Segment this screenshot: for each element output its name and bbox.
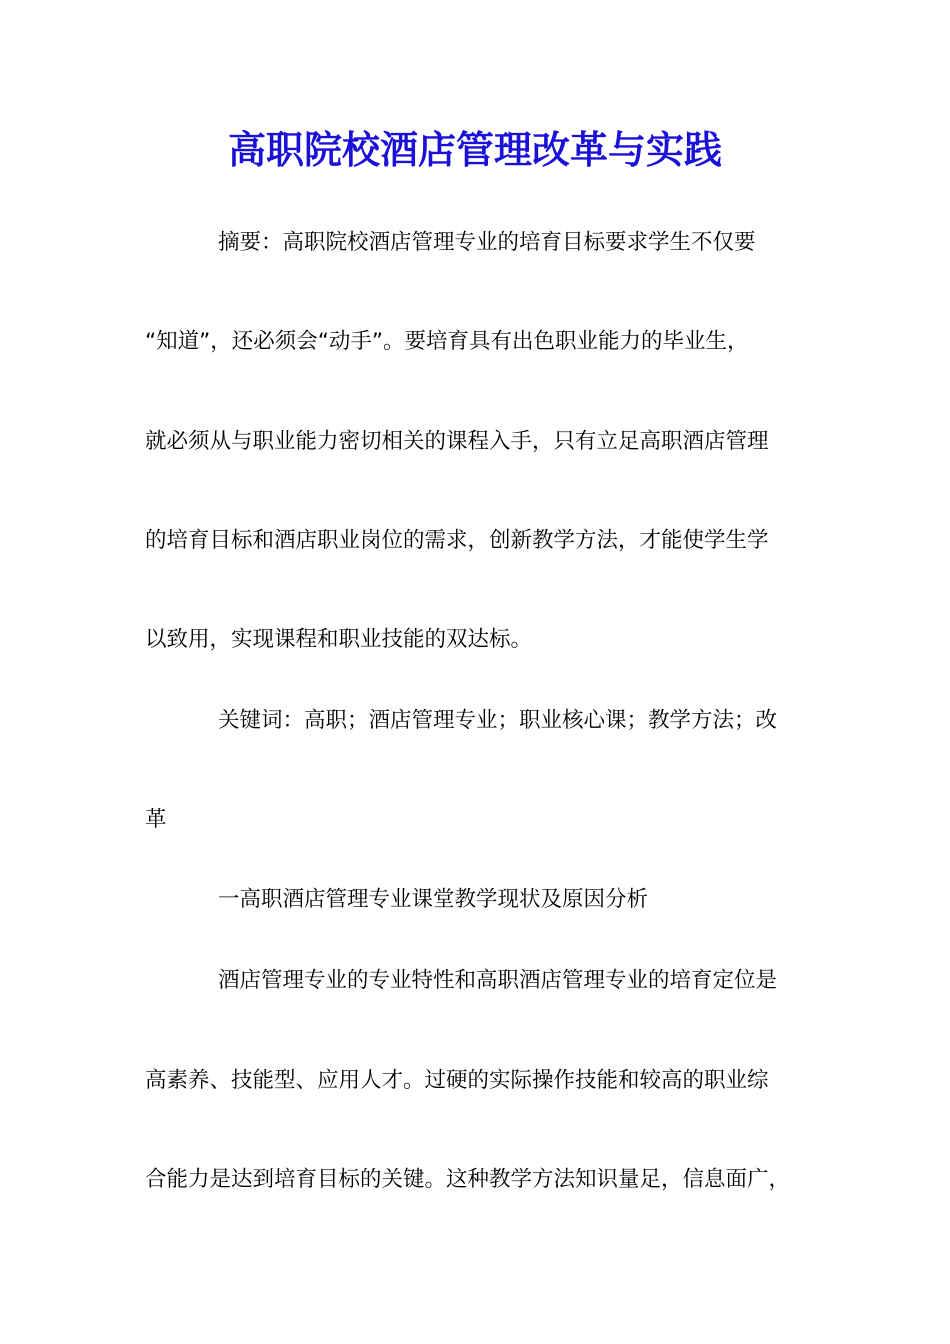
body-line-2: 高素养、技能型、应用人才。过硬的实际操作技能和较高的职业综 [145,1068,769,1093]
body-line-1: 酒店管理专业的专业特性和高职酒店管理专业的培育定位是 [218,968,778,993]
document-title: 高职院校酒店管理改革与实践 [227,127,722,172]
section-heading: 一高职酒店管理专业课堂教学现状及原因分析 [218,887,649,912]
keywords-line-1: 关键词：高职；酒店管理专业；职业核心课；教学方法；改 [218,708,778,733]
abstract-line-2: “知道”，还必须会“动手”。要培育具有出色职业能力的毕业生， [145,329,749,354]
abstract-line-1: 摘要：高职院校酒店管理专业的培育目标要求学生不仅要 [218,230,756,255]
keywords-line-2: 革 [145,807,167,832]
body-line-3: 合能力是达到培育目标的关键。这种教学方法知识量足，信息面广， [145,1167,791,1192]
abstract-line-4: 的培育目标和酒店职业岗位的需求，创新教学方法，才能使学生学 [145,528,769,553]
abstract-line-5: 以致用，实现课程和职业技能的双达标。 [145,627,533,652]
abstract-line-3: 就必须从与职业能力密切相关的课程入手，只有立足高职酒店管理 [145,429,769,454]
